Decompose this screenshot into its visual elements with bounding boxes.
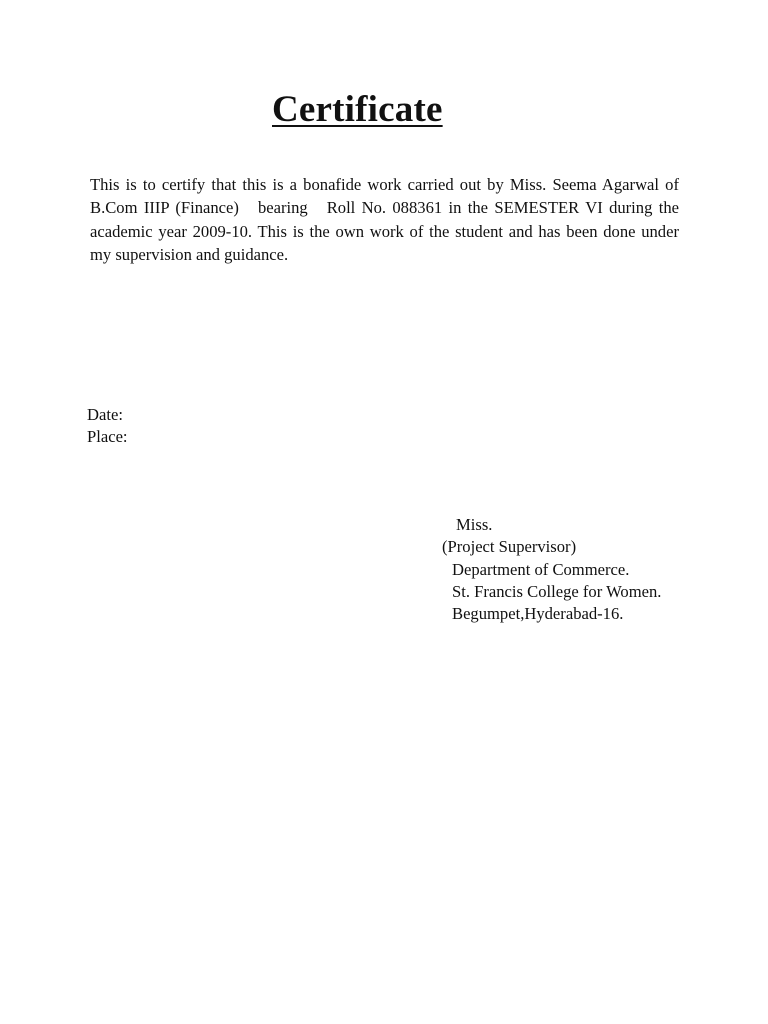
signatory-department: Department of Commerce. (452, 560, 630, 579)
date-label: Date: (87, 405, 123, 424)
signatory-name: Miss. (456, 515, 493, 534)
place-label: Place: (87, 427, 128, 446)
certificate-title: Certificate (272, 89, 443, 130)
certificate-body: This is to certify that this is a bonafide work carried out by Miss. Seema Agarwal of B.Com IIIP (Finance) bearing Roll No. 088361 in the SEMESTER VI during the academic year 2009-10. This is the own work of the student and has been done under my supervision and guidance. (90, 175, 684, 264)
signatory-role: (Project Supervisor) (442, 537, 577, 556)
signatory-college: St. Francis College for Women. (452, 582, 662, 601)
signatory-address: Begumpet,Hyderabad-16. (452, 604, 624, 623)
